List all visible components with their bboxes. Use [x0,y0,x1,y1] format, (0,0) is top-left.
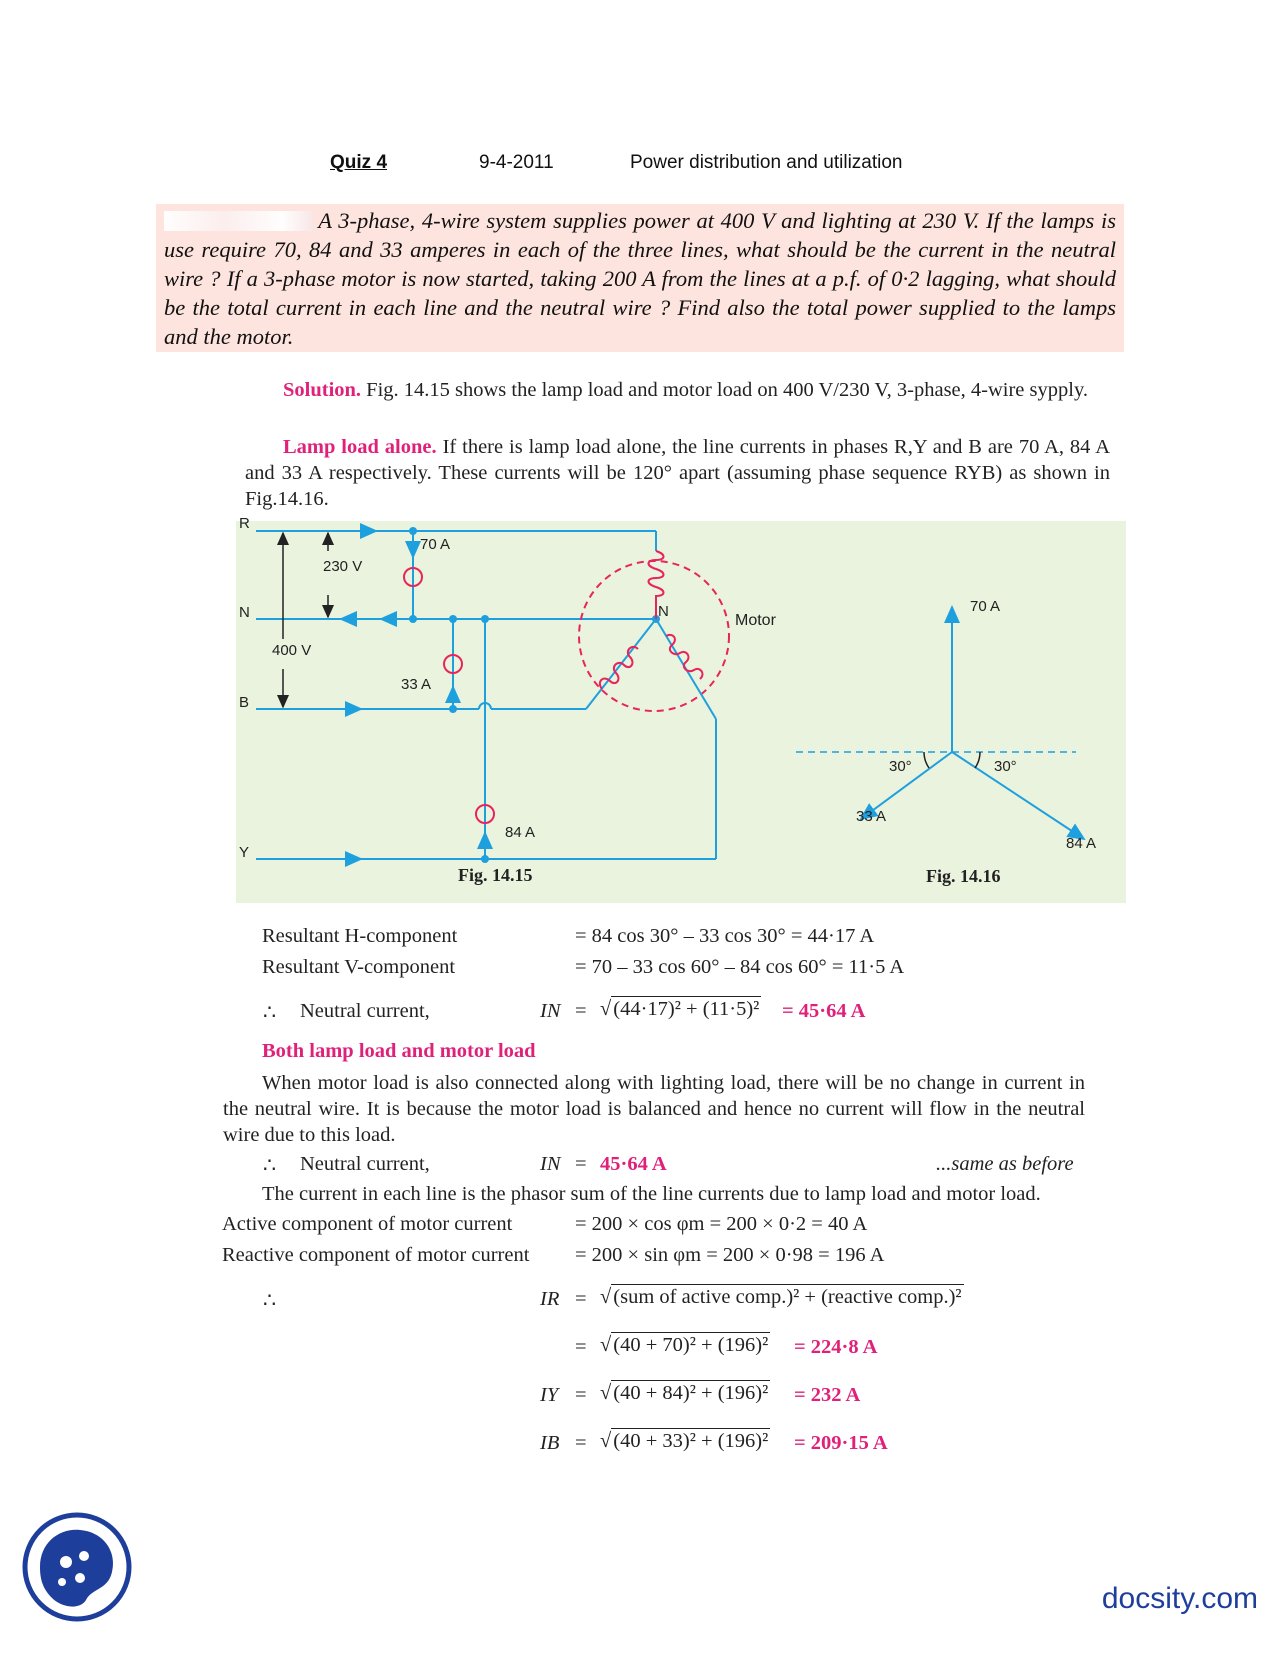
solution-paragraph [245,377,1110,403]
redacted-label [164,211,312,231]
both-paragraph: When motor load is also connected along with lighting load, there will be no change in current in the neutral wire. It is because the motor load is balanced and hence no current will flow in the neutral wire due to this load. [223,1072,1085,1146]
label-33a: 33 A [401,676,432,693]
lamp-text: If there is lamp load alone, the line currents in phases R,Y and B are 70 A, 84 A and 33 A respectively. These currents will be 120° apart (assuming phase sequence RYB) as shown in Fig.14.16. [245,436,1111,510]
h-component-label: Resultant H-component [262,925,458,947]
problem-text: A 3-phase, 4-wire system supplies power at 400 V and lighting at 230 V. If the lamps is use require 70, 84 and 33 amperes in each of the three lines, what should be the current in the neutral wire ? If a 3-phase motor is now started, taking 200 A from the lines at a p.f. of 0·2 lagging, what should be the total current in each line and the neutral wire ? Find also the total power supplied to the lamps and the motor. [164,208,1117,349]
neutral-label-1: Neutral current, [300,1000,430,1022]
equals-iy: = [575,1384,587,1406]
iy-expression: (40 + 84)² + (196)² [613,1382,769,1404]
therefore-2: ∴ [263,1155,277,1177]
ir-result: = 224·8 A [794,1336,878,1358]
ir-sqrt-2: √(40 + 70)² + (196)² [600,1334,769,1356]
both-heading: Both lamp load and motor load [262,1040,536,1062]
quiz-date: 9-4-2011 [479,152,554,173]
equals-ir-2: = [575,1336,587,1358]
ir-sqrt-1: √(sum of active comp.)² + (reactive comp.)² [600,1286,962,1308]
therefore-3: ∴ [263,1290,277,1312]
label-motor: Motor [735,612,776,629]
h-component-eq: = 84 cos 30° – 33 cos 30° = 44·17 A [575,925,875,947]
reactive-label: Reactive component of motor current [222,1244,530,1266]
in-sqrt: √(44·17)² + (11·5)² [600,998,760,1020]
phasor-label-33a: 33 A [856,808,887,825]
ib-result: = 209·15 A [794,1432,888,1454]
docsity-brand-link[interactable]: docsity.com [1101,1582,1258,1615]
problem-box [156,204,1124,352]
equals-ib: = [575,1432,587,1454]
ir-expression-2: (40 + 70)² + (196)² [613,1334,769,1356]
fig1-caption: Fig. 14.15 [458,865,533,885]
v-component-eq: = 70 – 33 cos 60° – 84 cos 60° = 11·5 A [575,956,905,978]
equals-ir-1: = [575,1288,587,1310]
equals-2: = [575,1153,587,1175]
active-label: Active component of motor current [222,1213,513,1235]
phasor-84 [952,752,1084,839]
in-result: = 45·64 A [782,1000,866,1022]
angle-label-left: 30° [889,758,912,775]
lamp-paragraph [245,434,1110,512]
v-component-label: Resultant V-component [262,956,456,978]
in-expression: (44·17)² + (11·5)² [613,998,760,1020]
label-star-n: N [658,603,669,620]
label-84a: 84 A [505,824,536,841]
angle-arc-right [975,752,980,768]
same-as-before: ...same as before [936,1153,1074,1175]
ib-symbol: IB [540,1432,560,1454]
course-title: Power distribution and utilization [630,152,903,173]
label-y: Y [239,844,250,861]
junction-dots [409,527,660,863]
label-230v: 230 V [323,558,363,575]
active-eq: = 200 × cos φm = 200 × 0·2 = 40 A [575,1213,868,1235]
in-symbol-2: IN [540,1153,561,1175]
label-70a: 70 A [420,536,451,553]
circuit-diagram [236,521,1126,903]
equals-1: = [575,1000,587,1022]
neutral-label-2: Neutral current, [300,1153,430,1175]
label-b: B [239,694,250,711]
ir-expression-1: (sum of active comp.)² + (reactive comp.)² [613,1286,962,1308]
docsity-logo-icon[interactable] [22,1512,132,1622]
quiz-title: Quiz 4 [330,152,388,173]
iy-sqrt: √(40 + 84)² + (196)² [600,1382,769,1404]
angle-label-right: 30° [994,758,1017,775]
in-symbol-1: IN [540,1000,561,1022]
phasor-label-84a: 84 A [1066,835,1097,852]
iy-symbol: IY [540,1384,559,1406]
iy-result: = 232 A [794,1384,861,1406]
phasor-diagram [796,607,1084,839]
lamp-label: Lamp load alone. [283,436,437,458]
lamps [404,568,494,823]
therefore-1: ∴ [263,1002,277,1024]
label-r: R [239,515,250,532]
angle-arc-left [924,752,929,768]
fig2-caption: Fig. 14.16 [926,866,1001,886]
label-400v: 400 V [272,642,312,659]
in-result-2: 45·64 A [600,1153,667,1175]
ib-expression: (40 + 33)² + (196)² [613,1430,769,1452]
coil-y-loops [666,635,702,679]
ib-sqrt: √(40 + 33)² + (196)² [600,1430,769,1452]
ir-symbol: IR [540,1288,560,1310]
solution-text: Fig. 14.15 shows the lamp load and motor load on 400 V/230 V, 3-phase, 4-wire sypply. [366,379,1088,401]
phasor-label-70a: 70 A [970,598,1001,615]
label-n: N [239,604,250,621]
solution-label: Solution. [283,379,362,401]
phasor-sentence: The current in each line is the phasor sum of the line currents due to lamp load and motor load. [262,1183,1041,1205]
problem-statement [164,206,1116,351]
reactive-eq: = 200 × sin φm = 200 × 0·98 = 196 A [575,1244,885,1266]
